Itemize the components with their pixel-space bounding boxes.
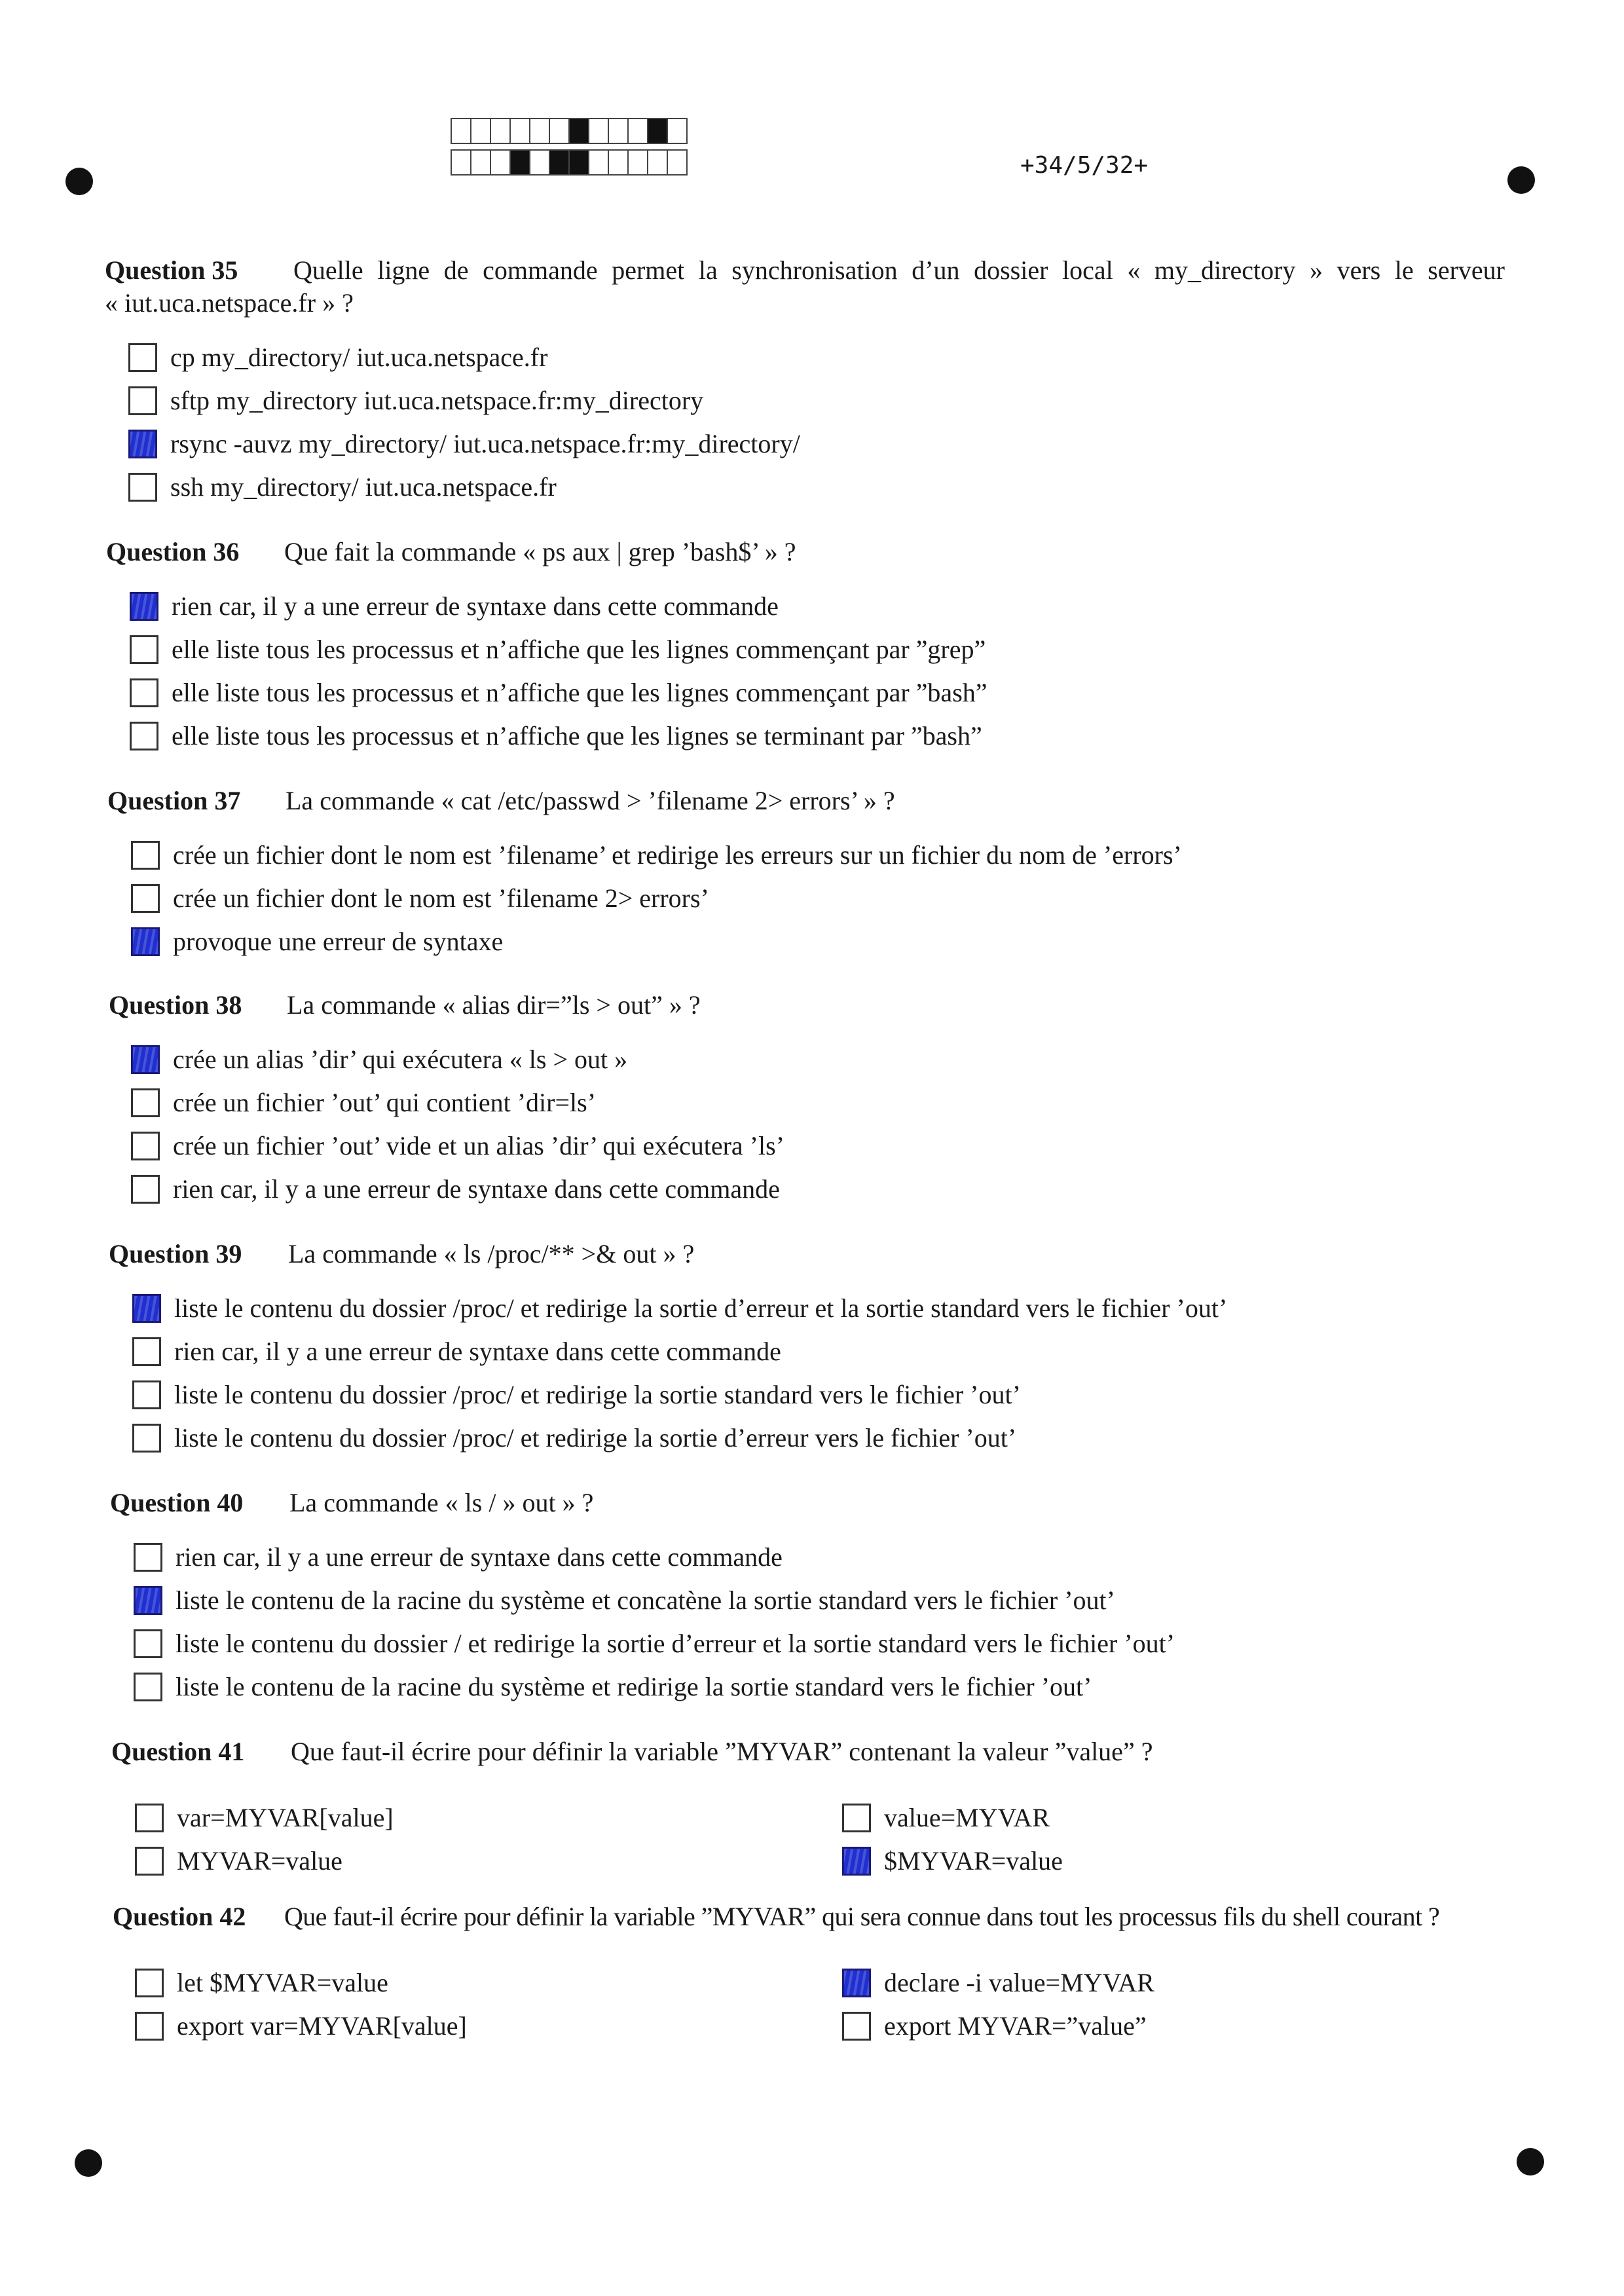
checkbox[interactable] <box>132 1294 161 1323</box>
checkbox[interactable] <box>134 1586 162 1615</box>
option-label: declare -i value=MYVAR <box>884 1968 1154 1997</box>
question-number: Question 40 <box>110 1488 244 1517</box>
option-label: ssh my_directory/ iut.uca.netspace.fr <box>170 472 557 502</box>
answer-option[interactable] <box>131 1174 780 1204</box>
question-number: Question 42 <box>113 1902 246 1931</box>
id-grid-cell <box>667 118 688 144</box>
checkbox[interactable] <box>842 1847 871 1876</box>
option-label: crée un fichier ’out’ vide et un alias ’dir’ qui exécutera ’ls’ <box>173 1131 785 1160</box>
answer-option[interactable] <box>132 1422 1016 1453</box>
id-grid-cell <box>529 118 550 144</box>
question-number: Question 37 <box>107 786 241 815</box>
checkbox[interactable] <box>131 884 160 913</box>
answer-option[interactable] <box>134 1628 1175 1659</box>
option-label: crée un alias ’dir’ qui exécutera « ls > out » <box>173 1045 628 1074</box>
checkbox[interactable] <box>131 841 160 870</box>
id-grid-cell <box>608 118 629 144</box>
id-grid-cell <box>588 118 609 144</box>
question-text: Que faut-il écrire pour définir la variable ”MYVAR” contenant la valeur ”value” ? <box>291 1737 1153 1766</box>
checkbox[interactable] <box>132 1380 161 1409</box>
question-number: Question 41 <box>111 1737 245 1766</box>
id-grid-cell <box>568 118 589 144</box>
answer-option[interactable] <box>131 1087 596 1118</box>
checkbox[interactable] <box>128 473 157 502</box>
answer-option[interactable] <box>132 1293 1227 1324</box>
id-grid-cell <box>529 149 550 176</box>
answer-option[interactable] <box>128 428 800 459</box>
checkbox[interactable] <box>842 1969 871 1997</box>
registration-mark-top-left <box>65 168 93 195</box>
checkbox[interactable] <box>128 430 157 458</box>
answer-option[interactable] <box>842 1967 1154 1998</box>
id-grid-cell <box>627 149 648 176</box>
answer-option[interactable] <box>842 1845 1063 1876</box>
option-label: export MYVAR=”value” <box>884 2011 1147 2041</box>
checkbox[interactable] <box>130 592 158 621</box>
answer-option[interactable] <box>135 2010 467 2041</box>
question-text: La commande « ls / » out » ? <box>289 1488 594 1517</box>
id-grid-cell <box>647 118 668 144</box>
answer-option[interactable] <box>128 385 703 416</box>
question-number: Question 35 <box>105 255 238 285</box>
option-label: $MYVAR=value <box>884 1846 1063 1876</box>
option-label: elle liste tous les processus et n’affiche que les lignes commençant par ”bash” <box>172 678 987 707</box>
id-grid-cell <box>588 149 609 176</box>
answer-option[interactable] <box>128 342 547 373</box>
question-text: La commande « ls /proc/** >& out » ? <box>288 1239 695 1268</box>
answer-option[interactable] <box>135 1967 388 1998</box>
question-number: Question 39 <box>109 1239 242 1268</box>
answer-option[interactable] <box>130 677 987 708</box>
option-label: sftp my_directory iut.uca.netspace.fr:my_directory <box>170 386 704 415</box>
checkbox[interactable] <box>134 1543 162 1572</box>
question-text: Quelle ligne de commande permet la synchronisation d’un dossier local « my_directory » vers le serveur <box>293 255 1505 285</box>
option-label: rien car, il y a une erreur de syntaxe dans cette commande <box>174 1337 781 1366</box>
option-label: elle liste tous les processus et n’affiche que les lignes commençant par ”grep” <box>172 635 986 664</box>
checkbox[interactable] <box>842 2012 871 2041</box>
option-label: elle liste tous les processus et n’affiche que les lignes se terminant par ”bash” <box>172 721 982 750</box>
id-grid-cell <box>509 149 530 176</box>
copy-code: +34/5/32+ <box>1020 152 1149 179</box>
answer-option[interactable] <box>135 1845 342 1876</box>
question-text-line2: « iut.uca.netspace.fr » ? <box>105 288 354 318</box>
id-grid-cell <box>470 149 491 176</box>
answer-option[interactable] <box>131 1130 784 1161</box>
option-label: liste le contenu du dossier /proc/ et redirige la sortie d’erreur et la sortie standard vers le fichier ’out’ <box>174 1293 1228 1323</box>
answer-option[interactable] <box>130 634 986 665</box>
id-grid-cell <box>470 118 491 144</box>
checkbox[interactable] <box>131 1045 160 1074</box>
id-grid-cell <box>627 118 648 144</box>
id-grid-cell <box>549 149 570 176</box>
answer-option[interactable] <box>132 1336 781 1367</box>
option-label: var=MYVAR[value] <box>177 1803 394 1832</box>
question-text: Que fait la commande « ps aux | grep ’bash$’ » ? <box>284 537 796 566</box>
option-label: rsync -auvz my_directory/ iut.uca.netspace.fr:my_directory/ <box>170 429 800 458</box>
question-text: La commande « alias dir=”ls > out” » ? <box>287 990 701 1020</box>
id-grid-cell <box>667 149 688 176</box>
option-label: rien car, il y a une erreur de syntaxe dans cette commande <box>173 1174 780 1204</box>
answer-option[interactable] <box>131 840 1182 870</box>
question-number: Question 38 <box>109 990 242 1020</box>
option-label: let $MYVAR=value <box>177 1968 388 1997</box>
checkbox[interactable] <box>131 927 160 956</box>
option-label: provoque une erreur de syntaxe <box>173 927 504 956</box>
answer-option[interactable] <box>134 1542 783 1572</box>
option-label: liste le contenu de la racine du système et concatène la sortie standard vers le fichier ’out’ <box>175 1585 1115 1615</box>
question-number: Question 36 <box>106 537 240 566</box>
answer-option[interactable] <box>132 1379 1021 1410</box>
checkbox[interactable] <box>135 1804 164 1832</box>
answer-option[interactable] <box>130 720 982 751</box>
checkbox[interactable] <box>130 678 158 707</box>
checkbox[interactable] <box>132 1337 161 1366</box>
checkbox[interactable] <box>131 1088 160 1117</box>
answer-option[interactable] <box>131 1044 627 1075</box>
answer-option[interactable] <box>135 1802 394 1833</box>
checkbox[interactable] <box>130 722 158 750</box>
question-text: Que faut-il écrire pour définir la variable ”MYVAR” qui sera connue dans tout les processus fils du shell courant ? <box>284 1902 1440 1931</box>
id-grid-cell <box>490 149 511 176</box>
id-grid-row-1 <box>452 118 688 144</box>
option-label: crée un fichier ’out’ qui contient ’dir=ls’ <box>173 1088 597 1117</box>
checkbox[interactable] <box>128 386 157 415</box>
option-label: crée un fichier dont le nom est ’filename’ et redirige les erreurs sur un fichier du nom de ’errors’ <box>173 840 1182 870</box>
option-label: liste le contenu du dossier /proc/ et redirige la sortie d’erreur vers le fichier ’out’ <box>174 1423 1017 1453</box>
answer-option[interactable] <box>842 2010 1147 2041</box>
registration-mark-bottom-left <box>75 2149 102 2177</box>
option-label: crée un fichier dont le nom est ’filename 2> errors’ <box>173 883 709 913</box>
id-grid-cell <box>549 118 570 144</box>
checkbox[interactable] <box>134 1673 162 1701</box>
answer-option[interactable] <box>134 1671 1092 1702</box>
id-grid-cell <box>647 149 668 176</box>
option-label: liste le contenu de la racine du système et redirige la sortie standard vers le fichier ’out’ <box>175 1672 1092 1701</box>
option-label: MYVAR=value <box>177 1846 342 1876</box>
id-grid-row-2 <box>452 149 688 176</box>
id-grid-cell <box>451 149 471 176</box>
option-label: cp my_directory/ iut.uca.netspace.fr <box>170 343 548 372</box>
answer-option[interactable] <box>131 883 709 914</box>
id-grid-cell <box>509 118 530 144</box>
answer-option[interactable] <box>842 1802 1050 1833</box>
option-label: rien car, il y a une erreur de syntaxe dans cette commande <box>172 591 779 621</box>
answer-option[interactable] <box>131 926 503 957</box>
checkbox[interactable] <box>131 1132 160 1160</box>
checkbox[interactable] <box>135 2012 164 2041</box>
option-label: value=MYVAR <box>884 1803 1050 1832</box>
answer-option[interactable] <box>134 1585 1115 1616</box>
id-grid-cell <box>451 118 471 144</box>
option-label: export var=MYVAR[value] <box>177 2011 467 2041</box>
option-label: liste le contenu du dossier /proc/ et redirige la sortie standard vers le fichier ’out’ <box>174 1380 1021 1409</box>
answer-option[interactable] <box>128 472 557 502</box>
checkbox[interactable] <box>128 343 157 372</box>
option-label: rien car, il y a une erreur de syntaxe dans cette commande <box>175 1542 783 1572</box>
question-text: La commande « cat /etc/passwd > ’filename 2> errors’ » ? <box>286 786 895 815</box>
checkbox[interactable] <box>135 1969 164 1997</box>
checkbox[interactable] <box>842 1804 871 1832</box>
id-grid-cell <box>568 149 589 176</box>
checkbox[interactable] <box>130 635 158 664</box>
answer-option[interactable] <box>130 591 779 621</box>
id-grid-cell <box>608 149 629 176</box>
id-grid-cell <box>490 118 511 144</box>
checkbox[interactable] <box>132 1424 161 1453</box>
option-label: liste le contenu du dossier / et redirige la sortie d’erreur et la sortie standard vers le fichier ’out’ <box>175 1629 1175 1658</box>
registration-mark-top-right <box>1507 166 1535 194</box>
checkbox[interactable] <box>131 1175 160 1204</box>
registration-mark-bottom-right <box>1517 2148 1544 2176</box>
checkbox[interactable] <box>134 1629 162 1658</box>
checkbox[interactable] <box>135 1847 164 1876</box>
